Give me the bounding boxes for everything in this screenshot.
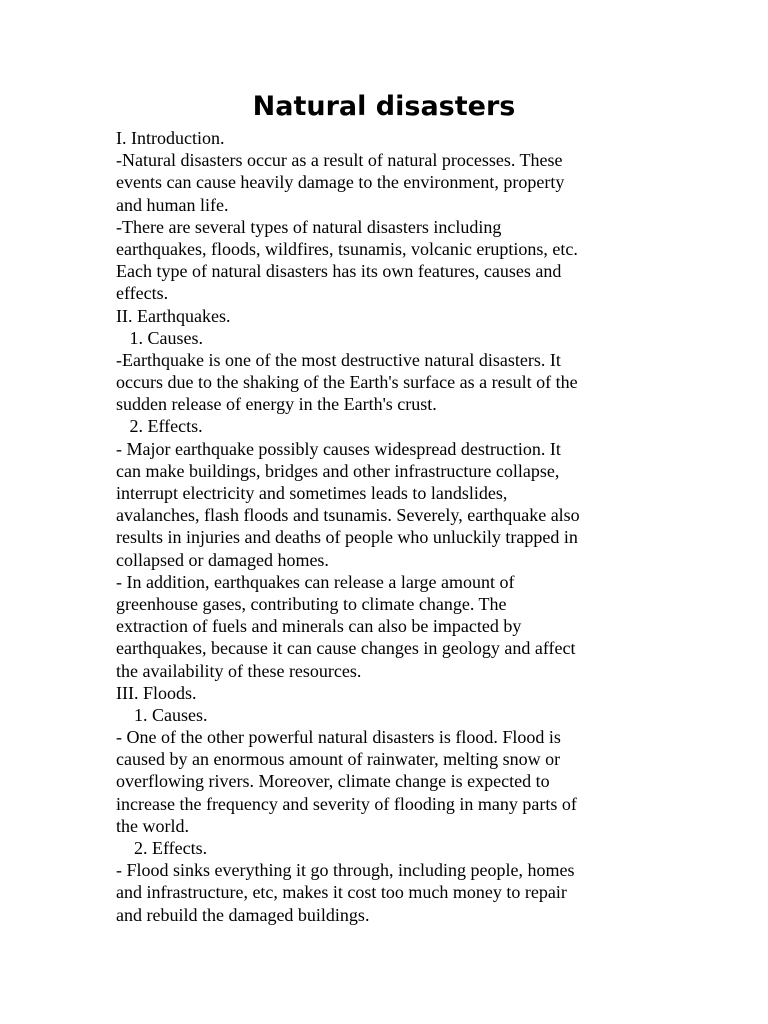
body-line: overflowing rivers. Moreover, climate change is expected to [116, 771, 550, 792]
body-line: -Earthquake is one of the most destructive natural disasters. It [116, 349, 561, 370]
body-line: Each type of natural disasters has its own features, causes and [116, 261, 562, 282]
body-line: - One of the other powerful natural disasters is flood. Flood is [116, 727, 561, 748]
document-title: Natural disasters [252, 91, 516, 122]
body-line: caused by an enormous amount of rainwater, melting snow or [116, 749, 561, 770]
body-line: 1. Causes. [116, 704, 208, 725]
body-line: I. Introduction. [116, 128, 225, 148]
body-line: and rebuild the damaged buildings. [116, 904, 370, 925]
body-line: earthquakes, because it can cause changes in geology and affect [116, 638, 576, 659]
body-line: 2. Effects. [116, 838, 208, 858]
body-line: II. Earthquakes. [116, 305, 231, 326]
body-line: - In addition, earthquakes can release a large amount of [116, 571, 515, 592]
body-line: occurs due to the shaking of the Earth's surface as a result of the [116, 372, 578, 393]
body-line: greenhouse gases, contributing to climate change. The [116, 593, 507, 614]
body-line: interrupt electricity and sometimes leads to landslides, [116, 483, 508, 503]
body-line: increase the frequency and severity of flooding in many parts of [116, 793, 577, 814]
body-line: -There are several types of natural disasters including [116, 216, 502, 237]
body-line: 2. Effects. [116, 416, 203, 437]
body-line: - Major earthquake possibly causes widespread destruction. It [116, 438, 561, 459]
body-line: collapsed or damaged homes. [116, 549, 329, 570]
body-line: sudden release of energy in the Earth's crust. [116, 394, 437, 415]
body-line: events can cause heavily damage to the environment, property [116, 172, 565, 193]
body-line: avalanches, flash floods and tsunamis. Severely, earthquake also [116, 505, 580, 526]
body-line: the world. [116, 815, 189, 836]
body-line: results in injuries and deaths of people who unluckily trapped in [116, 527, 578, 548]
body-line: and infrastructure, etc, makes it cost too much money to repair [116, 882, 567, 903]
body-line: extraction of fuels and minerals can also be impacted by [116, 616, 522, 637]
body-line: and human life. [116, 194, 229, 215]
body-line: earthquakes, floods, wildfires, tsunamis, volcanic eruptions, etc. [116, 238, 578, 259]
body-line: can make buildings, bridges and other infrastructure collapse, [116, 460, 560, 481]
body-line: effects. [116, 283, 169, 304]
body-line: -Natural disasters occur as a result of natural processes. These [116, 150, 563, 171]
body-line: - Flood sinks everything it go through, including people, homes [116, 860, 575, 881]
body-line: III. Floods. [116, 682, 197, 703]
body-line: the availability of these resources. [116, 660, 362, 681]
body-line: 1. Causes. [116, 327, 203, 348]
document-body [116, 127, 676, 926]
